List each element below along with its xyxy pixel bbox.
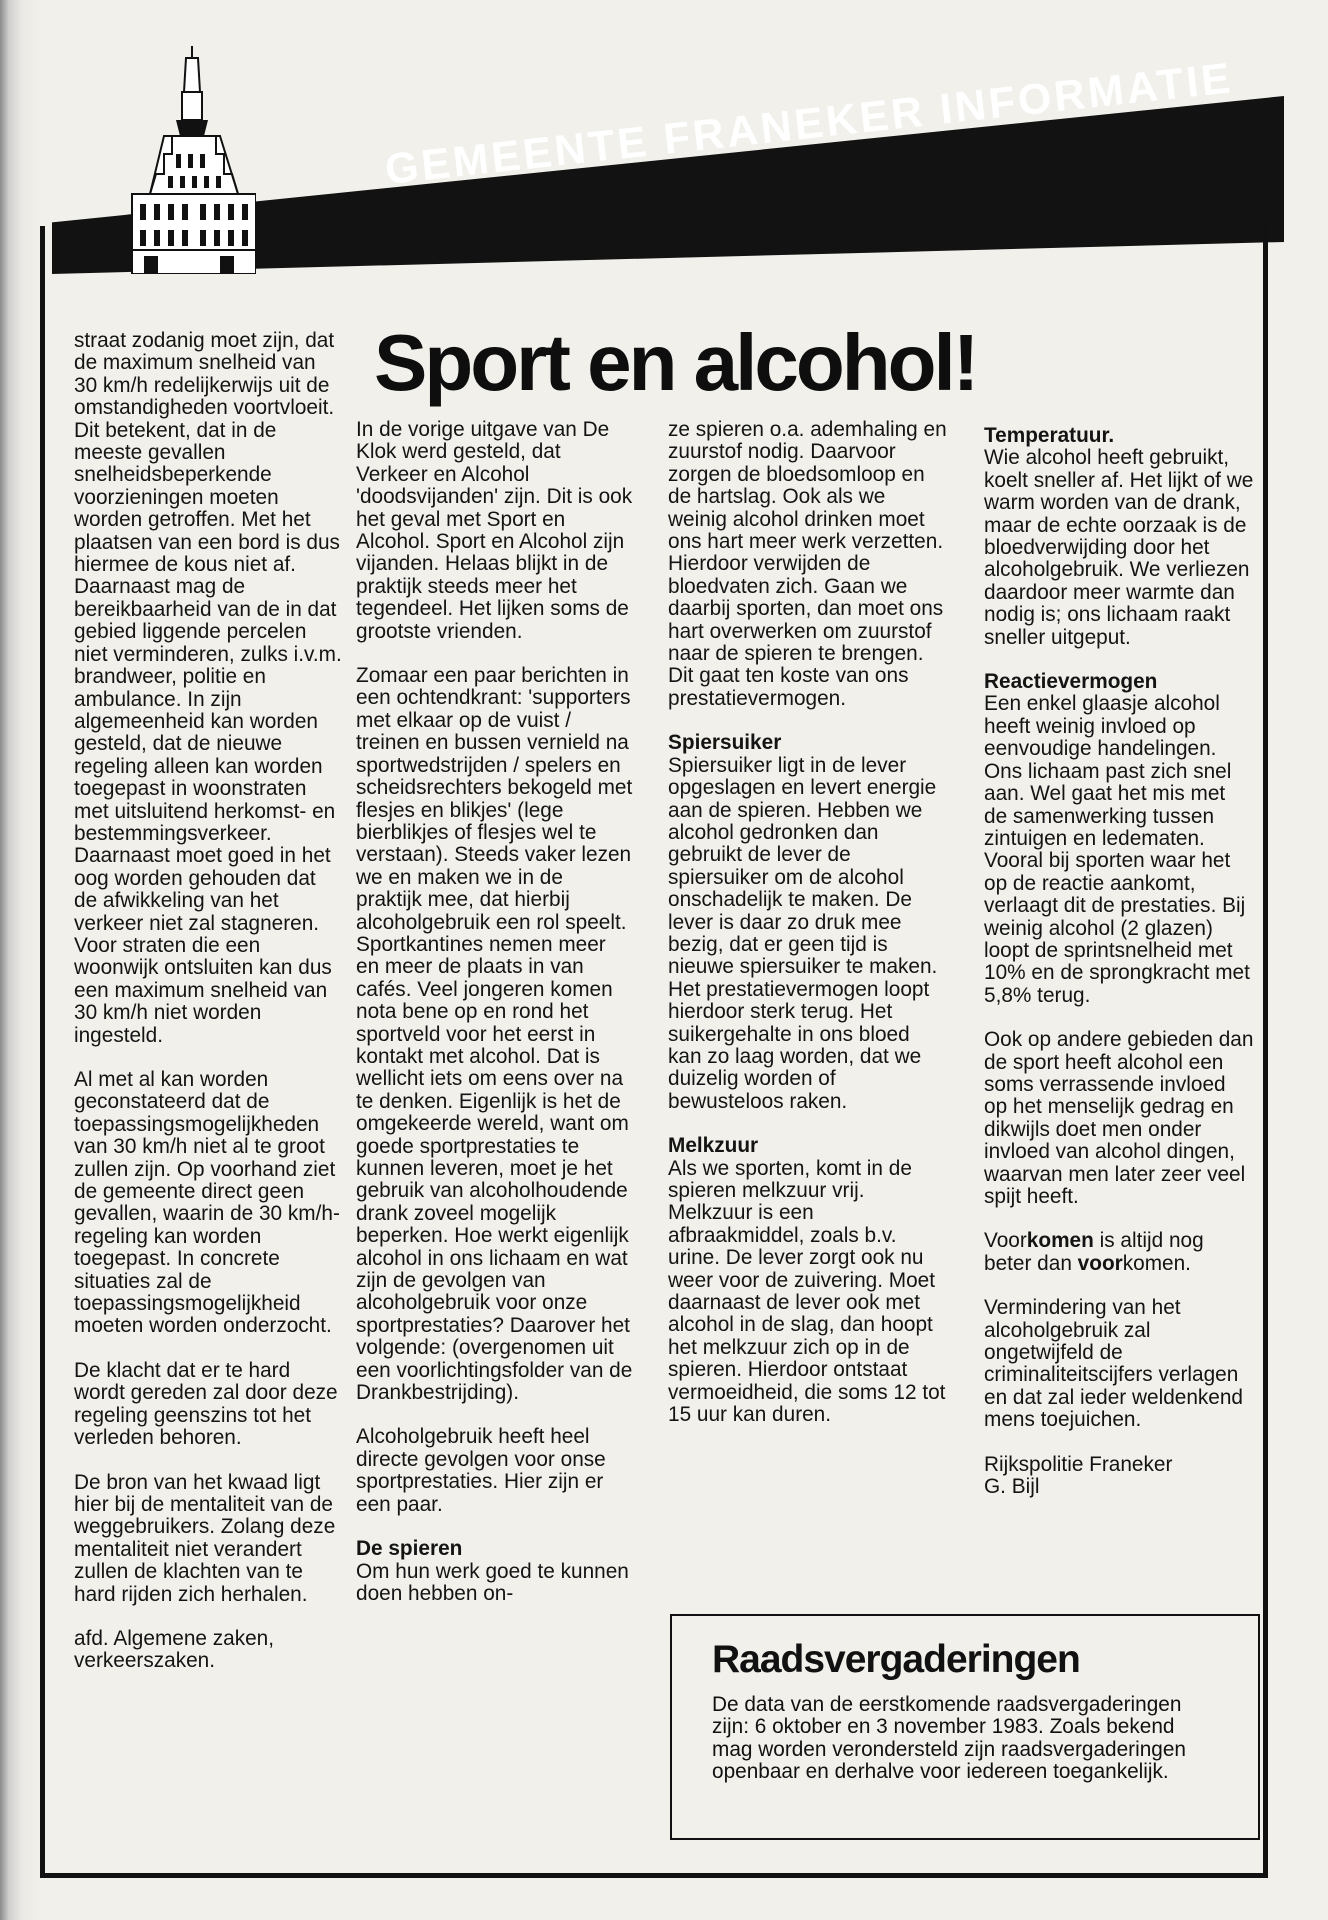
raadsvergaderingen-box bbox=[670, 1614, 1260, 1840]
section-heading: Melkzuur bbox=[668, 1134, 759, 1158]
paragraph: Wie alcohol heeft gebruikt, koelt sneller af. Het lijkt of we warm worden van de drank, maar de echte oorzaak is de bloedverwijding door het alcoholgebruik. We verliezen daardoor meer warmte dan nodig is; ons lichaam raakt sneller uitgeput. bbox=[984, 446, 1254, 649]
paragraph: Als we sporten, komt in de spieren melkzuur vrij. Melkzuur is een afbraakmiddel, zoals b.v. urine. De lever zorgt ook nu weer voor de zuivering. Moet daarnaast de lever ook met alcohol in de slag, dan hoopt het melkzuur zich op in de spieren. Hierdoor ontstaat vermoeidheid, die soms 12 tot 15 uur kan duren. bbox=[668, 1156, 946, 1427]
slogan-paragraph bbox=[984, 1230, 1254, 1275]
paragraph: Ook op andere gebieden dan de sport heeft alcohol een soms verrassende invloed op het menselijk gedrag en dikwijls doet men onder invloed van alcohol dingen, waarvan men later zeer veel spijt heeft. bbox=[984, 1028, 1254, 1208]
slogan-emphasis: komen bbox=[1026, 1229, 1094, 1253]
paragraph: ze spieren o.a. ademhaling en zuurstof nodig. Daarvoor zorgen de bloedsomloop en de hartslag. Ook als we weinig alcohol drinken moet ons hart meer werk verzetten. Hierdoor verwijden de bloedvaten zich. Gaan we daarbij sporten, dan moet ons hart overwerken om zuurstof naar de spieren te brengen. Dit gaat ten koste van ons prestatievermogen. bbox=[668, 418, 947, 710]
slogan-text: Voor bbox=[984, 1229, 1027, 1253]
banner-title: GEMEENTE FRANEKER INFORMATIE bbox=[382, 54, 1236, 195]
raadsvergaderingen-title: Raadsvergaderingen bbox=[712, 1638, 1080, 1681]
slogan-text: is altijd nog beter dan bbox=[984, 1229, 1204, 1275]
column-4 bbox=[984, 425, 1254, 1498]
paragraph: Een enkel glaasje alcohol heeft weinig invloed op eenvoudige handelingen. Ons lichaam past zich snel aan. Wel gaat het mis met de samenwerking tussen zintuigen en ledematen. Vooral bij sporten waar het op de reactie aankomt, verlaagt dit de prestaties. Bij weinig alcohol (2 glazen) loopt de sprintsnelheid met 10% en de sprongkracht met 5,8% terug. bbox=[984, 692, 1250, 1007]
paragraph: Zomaar een paar berichten in een ochtendkrant: 'supporters met elkaar op de vuist / treinen en bussen vernield na sportwedstrijden / spelers en scheidsrechters bekogeld met flesjes en blikjes' (lege bierblikjes of flesjes wel te verstaan). Steeds vaker lezen we en maken we in de praktijk mee, dat hierbij alcoholgebruik een rol speelt. Sportkantines nemen meer en meer de plaats in van cafés. Veel jongeren komen nota bene op en rond het sportveld voor het eerst in kontakt met alcohol. Dat is wellicht iets om eens over na te denken. Eigenlijk is het de omgekeerde wereld, want om goede sportprestaties te kunnen leveren, moet je het gebruik van alcoholhoudende drank zoveel mogelijk beperken. Hoe werkt eigenlijk alcohol in ons lichaam en wat zijn de gevolgen van alcoholgebruik voor onze sportprestaties? Daarover het volgende: (overgenomen uit een voorlichtingsfolder van de Drankbestrijding). bbox=[356, 664, 633, 1405]
section-heading: Reactievermogen bbox=[984, 670, 1158, 694]
paragraph: Om hun werk goed te kunnen doen hebben on- bbox=[356, 1559, 629, 1605]
paragraph: De klacht dat er te hard wordt gereden zal door deze regeling geenszins tot het verleden behoren. bbox=[74, 1358, 338, 1450]
article-headline: Sport en alcohol! bbox=[374, 318, 977, 407]
signature: afd. Algemene zaken, verkeerszaken. bbox=[74, 1626, 275, 1673]
paragraph: Al met al kan worden geconstateerd dat de toepassingsmogelijkheden van 30 km/h niet al te groot zullen zijn. Op voorhand ziet de gemeente direct geen gevallen, waarin de 30 km/h-regeling kan worden toegepast. In concrete situaties zal de toepassingsmogelijkheid moeten worden onderzocht. bbox=[74, 1068, 340, 1338]
paragraph: straat zodanig moet zijn, dat de maximum snelheid van 30 km/h redelijkerwijs uit de omstandigheden voortvloeit. Dit betekent, dat in de meeste gevallen snelheidsbeperkende voorzieningen moeten worden getroffen. Met het plaatsen van een bord is dus hiermee de kous niet af. Daarnaast mag de bereikbaarheid van de in dat gebied liggende percelen niet verminderen, zulks i.v.m. brandweer, politie en ambulance. In zijn algemeenheid kan worden gesteld, dat de nieuwe regeling alleen kan worden toegepast in woonstraten met uitsluitend herkomst- en bestemmingsverkeer. Daarnaast moet goed in het oog worden gehouden dat de afwikkeling van het verkeer niet zal stagneren. Voor straten die een woonwijk ontsluiten kan dus een maximum snelheid van 30 km/h niet worden ingesteld. bbox=[74, 329, 342, 1047]
author-organization: Rijkspolitie Franeker bbox=[984, 1452, 1173, 1476]
paragraph: In de vorige uitgave van De Klok werd gesteld, dat Verkeer en Alcohol 'doodsvijanden' zijn. Dit is ook het geval met Sport en Alcohol. Sport en Alcohol zijn vijanden. Helaas blijkt in de praktijk steeds meer het tegendeel. Het lijken soms de grootste vrienden. bbox=[356, 418, 633, 643]
column-2 bbox=[356, 419, 634, 1605]
page-binding-shadow bbox=[0, 0, 40, 1920]
section-heading: Spiersuiker bbox=[668, 731, 782, 755]
column-1 bbox=[74, 330, 344, 1695]
section-heading: De spieren bbox=[356, 1537, 463, 1561]
paragraph: Spiersuiker ligt in de lever opgeslagen en levert energie aan de spieren. Hebben we alcohol gedronken dan gebruikt de lever de spiersuiker om de alcohol onschadelijk te maken. De lever is daar zo druk mee bezig, dat er geen tijd is nieuwe spiersuiker te maken. Het prestatievermogen loopt hierdoor sterk terug. Het suikergehalte in ons bloed kan zo laag worden, dat we duizelig worden of bewusteloos raken. bbox=[668, 753, 938, 1113]
author-name: G. Bijl bbox=[984, 1475, 1040, 1499]
section-heading: Temperatuur. bbox=[984, 424, 1115, 447]
paragraph: Alcoholgebruik heeft heel directe gevolgen voor onse sportprestaties. Hier zijn er een paar. bbox=[356, 1425, 606, 1516]
paragraph: De bron van het kwaad ligt hier bij de mentaliteit van de weggebruikers. Zolang deze mentaliteit niet verandert zullen de klachten van te hard rijden zich herhalen. bbox=[74, 1470, 336, 1606]
slogan-emphasis: voor bbox=[1077, 1251, 1123, 1275]
column-3 bbox=[668, 419, 948, 1448]
raadsvergaderingen-body: De data van de eerstkomende raadsvergaderingen zijn: 6 oktober en 3 november 1983. Zoals bekend mag worden verondersteld zijn raadsvergaderingen openbaar en derhalve voor iedereen toegankelijk. bbox=[712, 1693, 1186, 1784]
slogan-text: komen. bbox=[1122, 1251, 1191, 1275]
paragraph: Vermindering van het alcoholgebruik zal ongetwijfeld de criminaliteitscijfers verlagen en dat zal ieder weldenkend mens toejuichen. bbox=[984, 1296, 1243, 1432]
